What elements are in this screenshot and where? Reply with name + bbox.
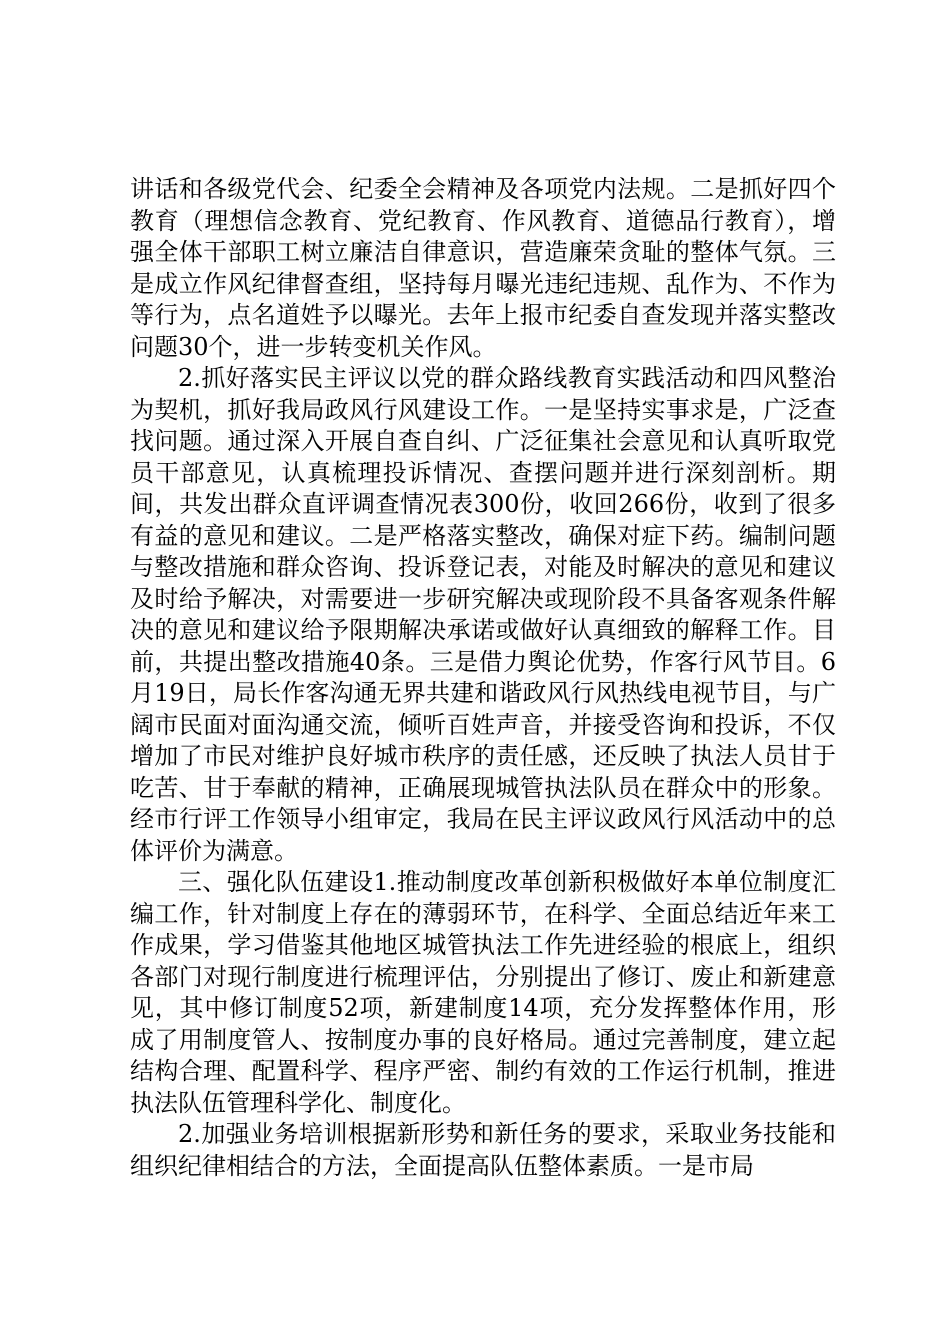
- paragraph-team-building: 三、强化队伍建设1.推动制度改革创新积极做好本单位制度汇编工作，针对制度上存在的薄弱环节，在科学、全面总结近年来工作成果，学习借鉴其他地区城管执法工作先进经验的根底上，组织各部门对现行制度进行梳理评估，分别提出了修订、废止和新建意见，其中修订制度52项，新建制度14项，充分发挥整体作用，形成了用制度管人、按制度办事的良好格局。通过完善制度，建立起结构合理、配置科学、程序严密、制约有效的工作运行机制，推进执法队伍管理科学化、制度化。: [130, 868, 836, 1117]
- paragraph-continuation: 讲话和各级党代会、纪委全会精神及各项党内法规。二是抓好四个教育（理想信念教育、党纪教育、作风教育、道德品行教育），增强全体干部职工树立廉洁自律意识，营造廉荣贪耻的整体气氛。三是成立作风纪律督查组，坚持每月曝光违纪违规、乱作为、不作为等行为，点名道姓予以曝光。去年上报市纪委自查发现并落实整改问题30个，进一步转变机关作风。: [130, 175, 836, 361]
- paragraph-democratic-review: 2.抓好落实民主评议以党的群众路线教育实践活动和四风整治为契机，抓好我局政风行风建设工作。一是坚持实事求是，广泛查找问题。通过深入开展自查自纠、广泛征集社会意见和认真听取党员干部意见，认真梳理投诉情况、查摆问题并进行深刻剖析。期间，共发出群众直评调查情况表300份，收回266份，收到了很多有益的意见和建议。二是严格落实整改，确保对症下药。编制问题与整改措施和群众咨询、投诉登记表，对能及时解决的意见和建议及时给予解决，对需要进一步研究解决或现阶段不具备客观条件解决的意见和建议给予限期解决承诺或做好认真细致的解释工作。目前，共提出整改措施40条。三是借力舆论优势，作客行风节目。6月19日，局长作客沟通无界共建和谐政风行风热线电视节目，与广阔市民面对面沟通交流，倾听百姓声音，并接受咨询和投诉，不仅增加了市民对维护良好城市秩序的责任感，还反映了执法人员甘于吃苦、甘于奉献的精神，正确展现城管执法队员在群众中的形象。经市行评工作领导小组审定，我局在民主评议政风行风活动中的总体评价为满意。: [130, 364, 836, 865]
- paragraph-business-training: 2.加强业务培训根据新形势和新任务的要求，采取业务技能和组织纪律相结合的方法，全面提高队伍整体素质。一是市局: [130, 1120, 836, 1180]
- document-body: [130, 174, 836, 1182]
